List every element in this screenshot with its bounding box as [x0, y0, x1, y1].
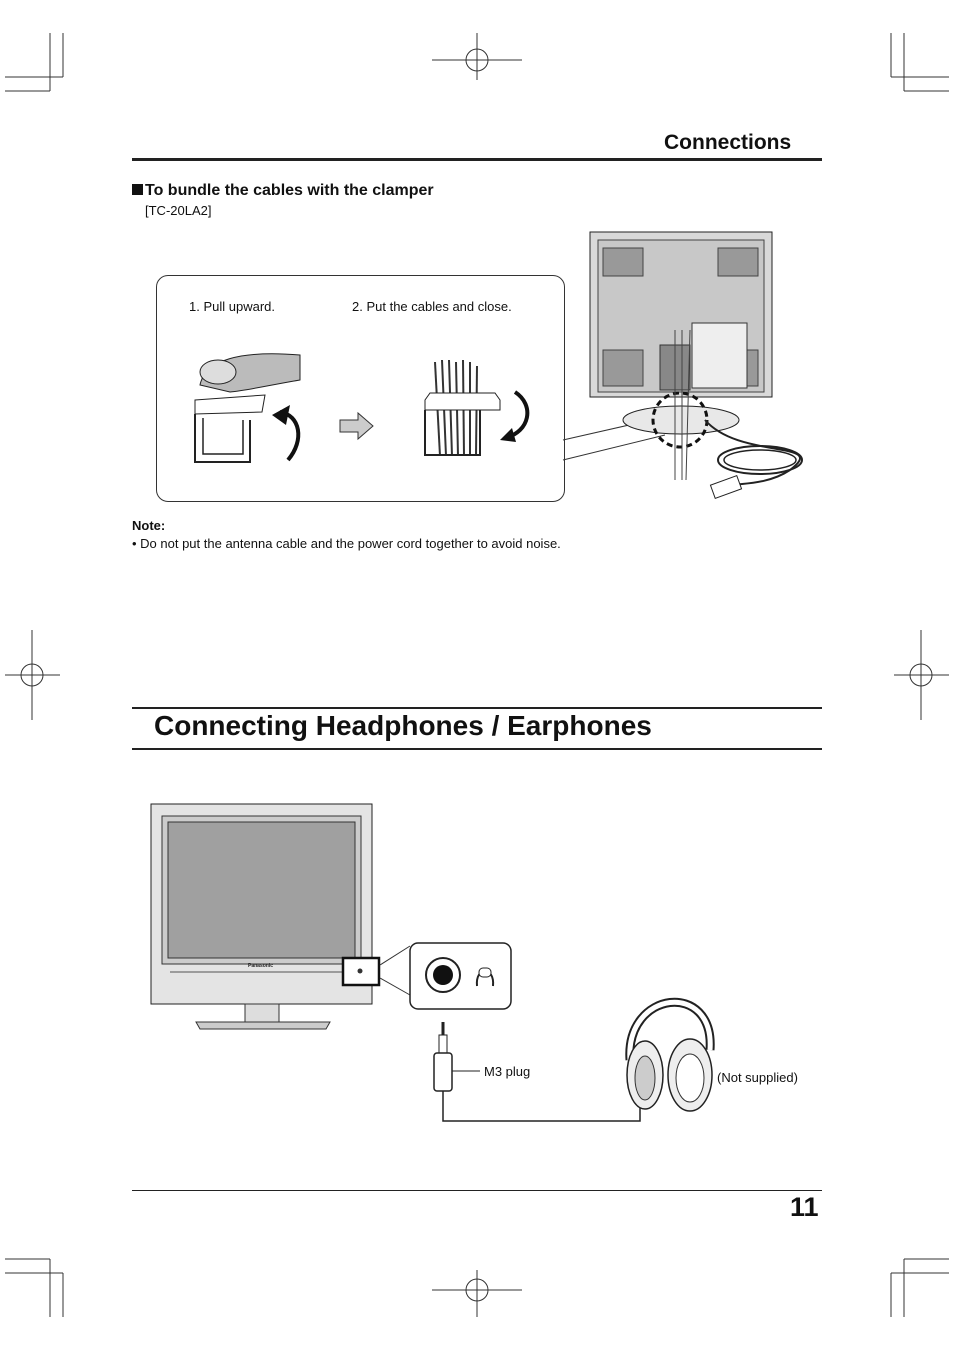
step1-label: 1. Pull upward. [189, 299, 275, 314]
model-label: [TC-20LA2] [145, 203, 212, 218]
tv-front-illustration [151, 804, 511, 1029]
tv-brand-logo: Panasonic [248, 963, 274, 969]
headphones-illustration [627, 1002, 712, 1111]
section-header: Connections [664, 131, 792, 154]
clamper-heading [132, 182, 434, 200]
m3-plug-label: M3 plug [484, 1064, 531, 1079]
m3-plug-illustration [434, 1022, 640, 1121]
note-text: • Do not put the antenna cable and the power cord together to avoid noise. [132, 536, 561, 551]
header-rule [132, 158, 822, 161]
footer-rule [132, 1190, 822, 1191]
note-title: Note: [132, 518, 166, 533]
tv-back-illustration [590, 232, 802, 498]
title-rule-top [132, 707, 822, 709]
crop-marks [5, 33, 949, 1317]
page-number: 11 [790, 1192, 819, 1222]
clamper-heading-text: To bundle the cables with the clamper [145, 182, 434, 199]
page-title: Connecting Headphones / Earphones [154, 710, 652, 741]
step2-label: 2. Put the cables and close. [352, 299, 512, 314]
not-supplied-label: (Not supplied) [717, 1070, 798, 1085]
title-rule-bottom [132, 748, 822, 750]
square-bullet-icon [132, 184, 143, 195]
